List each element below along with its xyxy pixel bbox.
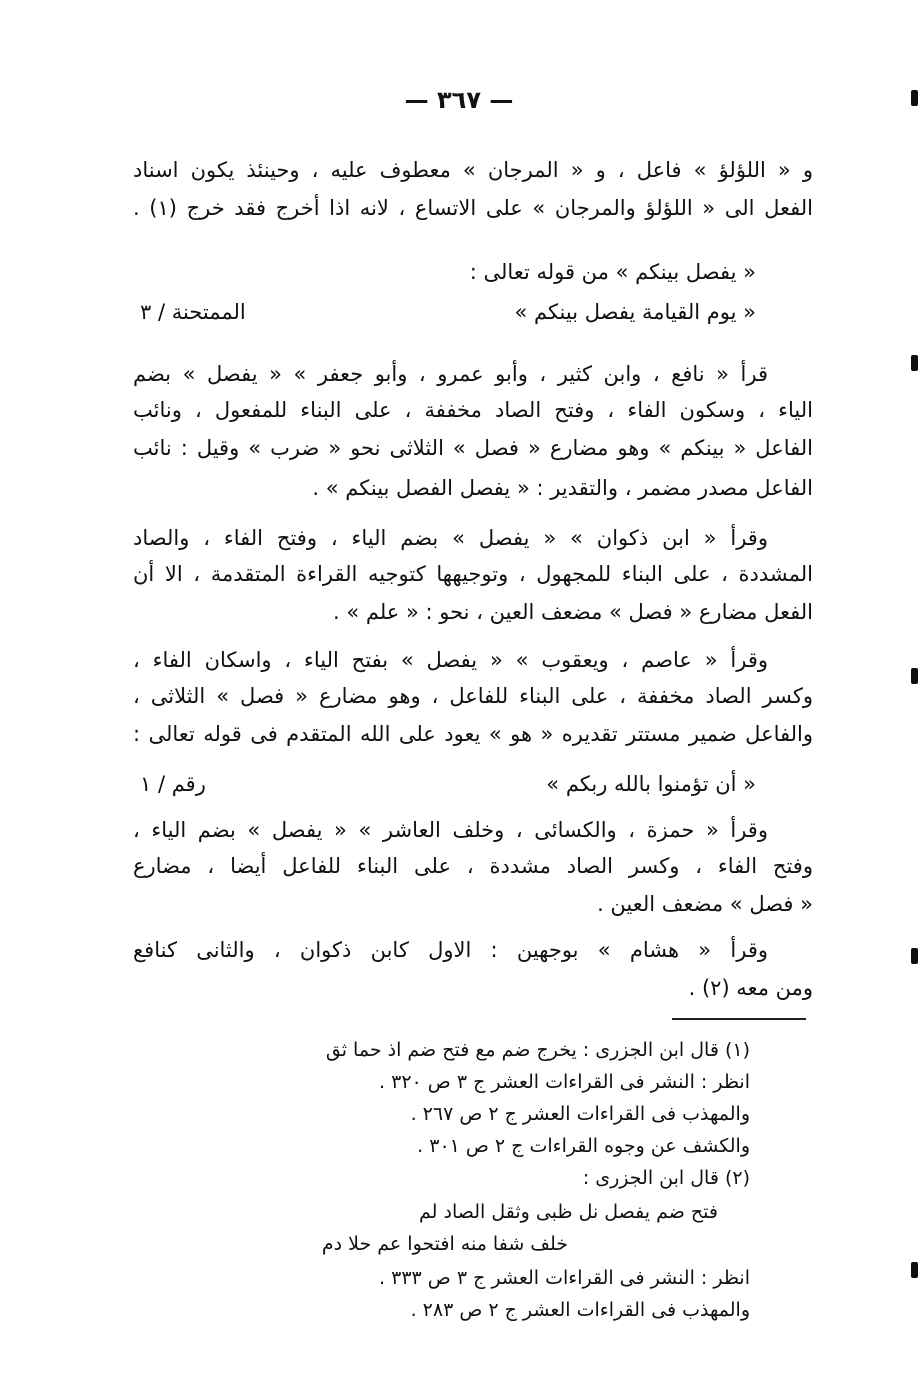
footnote-verse-line: خلف شفا منه افتحوا عم حلا دم — [321, 1233, 568, 1255]
verse-intro: « يفصل بينكم » من قوله تعالى : — [469, 260, 756, 284]
scan-edge-mark — [911, 948, 918, 964]
text-line: الفاعل « بينكم » وهو مضارع « فصل » الثلاثى نحو « ضرب » وقيل : نائب — [133, 436, 813, 460]
text-line: قرأ « نافع ، وابن كثير ، وأبو عمرو ، وأبو جعفر » « يفصل » بضم — [133, 362, 768, 386]
verse-quote: « أن تؤمنوا بالله ربكم » — [546, 772, 756, 796]
page-number: — ٣٦٧ — — [404, 86, 514, 114]
scan-edge-mark — [911, 1262, 918, 1278]
verse-reference: الممتحنة / ٣ — [140, 300, 246, 324]
footnote-separator — [672, 1018, 806, 1020]
footnote-line: انظر : النشر فى القراءات العشر ج ٣ ص ٣٣٣ . — [379, 1267, 750, 1289]
text-line: وقرأ « هشام » بوجهين : الاول كابن ذكوان ، والثانى كنافع — [133, 938, 768, 962]
text-line: وقرأ « عاصم ، ويعقوب » « يفصل » بفتح الياء ، واسكان الفاء ، — [133, 648, 768, 672]
text-line: وكسر الصاد مخففة ، على البناء للفاعل ، وهو مضارع « فصل » الثلاثى ، — [133, 684, 813, 708]
footnote-line: والمهذب فى القراءات العشر ج ٢ ص ٢٦٧ . — [410, 1103, 750, 1125]
footnote-line: انظر : النشر فى القراءات العشر ج ٣ ص ٣٢٠ . — [379, 1071, 750, 1093]
text-line: « فصل » مضعف العين . — [597, 892, 813, 916]
footnote-line: والكشف عن وجوه القراءات ج ٢ ص ٣٠١ . — [417, 1135, 750, 1157]
text-line: ومن معه (٢) . — [688, 976, 813, 1000]
text-line: وفتح الفاء ، وكسر الصاد مشددة ، على البناء للفاعل أيضا ، مضارع — [133, 854, 813, 878]
scan-edge-mark — [911, 90, 918, 106]
text-line: الفعل مضارع « فصل » مضعف العين ، نحو : « علم » . — [333, 600, 813, 624]
verse-reference: رقم / ١ — [140, 772, 206, 796]
scan-edge-mark — [911, 355, 918, 371]
text-line: الفعل الى « اللؤلؤ والمرجان » على الاتساع ، لانه اذا أخرج فقد خرج (١) . — [133, 196, 813, 220]
text-line: الفاعل مصدر مضمر ، والتقدير : « يفصل الفصل بينكم » . — [312, 476, 813, 500]
text-line: وقرأ « ابن ذكوان » « يفصل » بضم الياء ، وفتح الفاء ، والصاد — [133, 526, 768, 550]
text-line: المشددة ، على البناء للمجهول ، وتوجيهها كتوجيه القراءة المتقدمة ، الا أن — [133, 562, 813, 586]
footnote-verse-line: فتح ضم يفصل نل ظبى وثقل الصاد لم — [419, 1201, 718, 1223]
footnote-line: والمهذب فى القراءات العشر ج ٢ ص ٢٨٣ . — [410, 1299, 750, 1321]
text-line: والفاعل ضمير مستتر تقديره « هو » يعود على الله المتقدم فى قوله تعالى : — [133, 722, 813, 746]
footnote-line: (٢) قال ابن الجزرى : — [582, 1167, 750, 1189]
footnote-line: (١) قال ابن الجزرى : يخرج ضم مع فتح ضم اذ حما ثق — [325, 1039, 750, 1061]
verse-quote: « يوم القيامة يفصل بينكم » — [514, 300, 756, 324]
text-line: الياء ، وسكون الفاء ، وفتح الصاد مخففة ، على البناء للمفعول ، ونائب — [133, 398, 813, 422]
text-line: وقرأ « حمزة ، والكسائى ، وخلف العاشر » « يفصل » بضم الياء ، — [133, 818, 768, 842]
scan-edge-mark — [911, 668, 918, 684]
text-line: و « اللؤلؤ » فاعل ، و « المرجان » معطوف عليه ، وحينئذ يكون اسناد — [133, 158, 813, 182]
